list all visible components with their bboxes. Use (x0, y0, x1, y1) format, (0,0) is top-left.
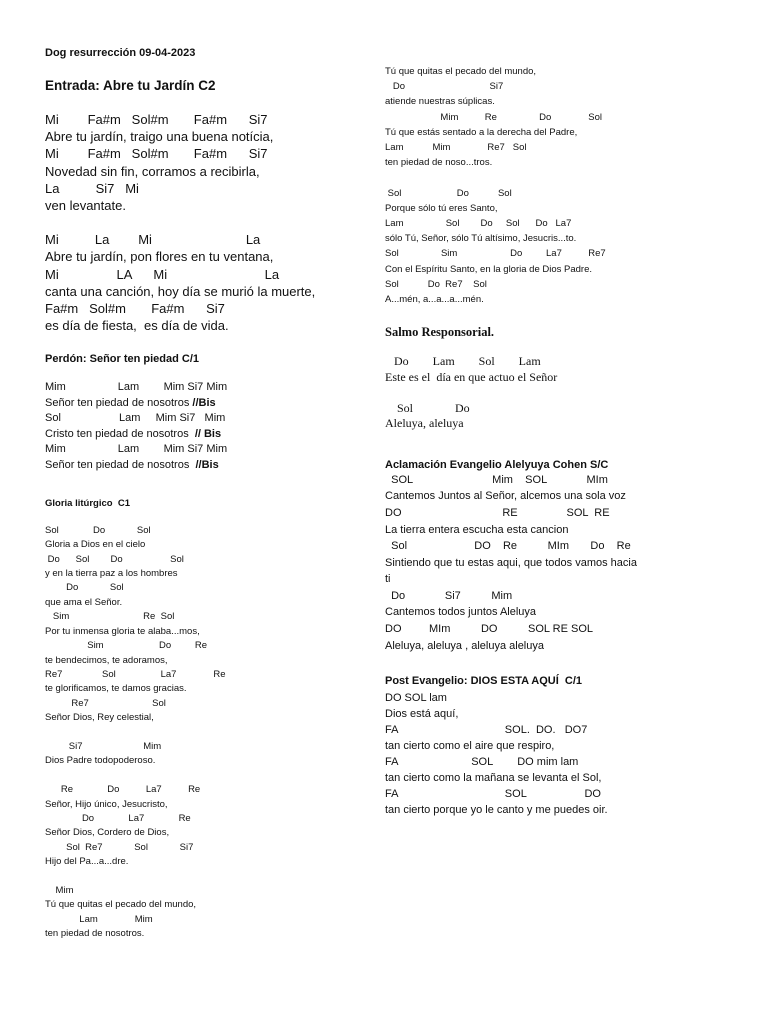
salmo-section (385, 354, 755, 432)
gloria-continued (385, 64, 755, 307)
text-line: Tú que estás sentado a la derecha del Padre, (385, 126, 578, 138)
text-line: ten piedad de noso...tros. (385, 157, 493, 169)
text-line: Sol DO Re MIm Do Re (385, 540, 631, 553)
lyric-line: canta una canción, hoy día se murió la muerte, (45, 283, 316, 299)
text-line: La tierra entera escucha esta cancion (385, 523, 569, 536)
text-line: y en la tierra paz a los hombres (45, 568, 178, 580)
text-line: Do La7 Re (45, 812, 191, 824)
text-line: ten piedad de nosotros. (45, 928, 145, 940)
text-line: Dios está aquí, (385, 708, 459, 721)
text-line: SOL Mim SOL MIm (385, 473, 608, 486)
lyric-words: Señor ten piedad de nosotros (45, 458, 196, 471)
left-column (45, 46, 375, 942)
lyric-line: Abre tu jardín, traigo una buena notícia, (45, 129, 274, 145)
text-line: Tú que quitas el pecado del mundo, (45, 899, 197, 911)
text-line: Señor, Hijo único, Jesucristo, (45, 798, 168, 810)
right-column (385, 64, 755, 818)
chord-line: Mi LA Mi La (45, 266, 280, 282)
document-title: Dog resurrección 09-04-2023 (45, 47, 196, 59)
text-line: tan cierto como la mañana se levanta el Sol, (385, 772, 602, 785)
lyric-line: Abre tu jardín, pon flores en tu ventana, (45, 249, 274, 265)
entrada-stanza-1 (45, 111, 375, 214)
text-line: Lam Mim (45, 913, 153, 925)
repeat-marker: //Bis (192, 396, 216, 409)
chord-line: Sol Lam Mim Si7 Mim (45, 412, 226, 425)
blank-line (45, 726, 375, 740)
text-line: Do Sol Do Sol (45, 553, 184, 565)
aclamacion-section (385, 472, 755, 655)
post-evangelio-section (385, 690, 755, 818)
text-line: Sintiendo que tu estas aqui, que todos vamos hacia (385, 556, 637, 569)
text-line: FA SOL. DO. DO7 (385, 724, 588, 737)
text-line: DO RE SOL RE (385, 506, 610, 519)
aclamacion-heading: Aclamación Evangelio Alelyuya Cohen S/C (385, 458, 609, 471)
repeat-marker: // Bis (194, 427, 222, 440)
text-line: Hijo del Pa...a...dre. (45, 856, 129, 868)
text-line: Este es el día en que actuo el Señor (385, 369, 558, 384)
text-line: FA SOL DO (385, 788, 601, 801)
salmo-heading: Salmo Responsorial. (385, 325, 495, 340)
text-line: Mim Re Do Sol (385, 111, 602, 123)
text-line: Dios Padre todopoderoso. (45, 755, 156, 767)
text-line: Aleluya, aleluya (385, 416, 464, 431)
text-line: A...mén, a...a...a...mén. (385, 294, 484, 306)
text-line: atiende nuestras súplicas. (385, 96, 495, 108)
text-line: Tú que quitas el pecado del mundo, (385, 66, 537, 77)
blank-line (45, 870, 375, 884)
lyric-words: Señor ten piedad de nosotros (45, 396, 193, 409)
entrada-heading: Entrada: Abre tu Jardín C2 (45, 78, 216, 93)
chord-line: Mi La Mi La (45, 232, 261, 248)
lyric-text (45, 459, 219, 471)
text-line: Mim (45, 884, 74, 896)
perdon-heading: Perdón: Señor ten piedad C/1 (45, 353, 200, 366)
text-line: tan cierto porque yo le canto y me puedes oir. (385, 804, 608, 817)
lyric-line (45, 427, 375, 443)
text-line: Cantemos Juntos al Señor, alcemos una sola voz (385, 490, 626, 503)
text-line: Señor Dios, Rey celestial, (45, 712, 154, 724)
chord-line: Mim Lam Mim Si7 Mim (45, 381, 228, 394)
text-line: Sol Do Sol (45, 524, 151, 536)
text-line: sólo Tú, Señor, sólo Tú altísimo, Jesucris...to. (385, 233, 577, 245)
text-line: Si7 Mim (45, 740, 162, 752)
lyric-text (45, 397, 216, 409)
text-line: tan cierto como el aire que respiro, (385, 740, 555, 753)
gloria-heading: Gloria litúrgico C1 (45, 498, 130, 510)
lyric-line (45, 458, 375, 474)
entrada-stanza-2 (45, 231, 375, 334)
text-line: Re7 Sol (45, 697, 166, 709)
text-line: te glorificamos, te damos gracias. (45, 683, 187, 695)
text-line: Cantemos todos juntos Aleluya (385, 606, 537, 619)
post-evangelio-heading: Post Evangelio: DIOS ESTA AQUÍ C/1 (385, 675, 583, 688)
text-line: Por tu inmensa gloria te alaba...mos, (45, 625, 200, 637)
text-line: Sol Re7 Sol Si7 (45, 841, 194, 853)
text-line: que ama el Señor. (45, 596, 123, 608)
text-line: DO SOL lam (385, 692, 447, 705)
text-line: Sol Sim Do La7 Re7 (385, 248, 606, 260)
text-line: DO MIm DO SOL RE SOL (385, 623, 594, 636)
perdon-section (45, 380, 375, 473)
text-line: Gloria a Dios en el cielo (45, 539, 146, 551)
repeat-marker: //Bis (195, 458, 219, 471)
text-line: Con el Espíritu Santo, en la gloria de Dios Padre. (385, 263, 593, 275)
text-line: Sim Do Re (45, 640, 208, 652)
chord-line: Mi Fa#m Sol#m Fa#m Si7 (45, 146, 268, 162)
blank-line (385, 385, 755, 401)
text-line: Do Sol (45, 582, 124, 594)
lyric-text (45, 428, 221, 440)
text-line: ti (385, 573, 391, 586)
text-line: FA SOL DO mim lam (385, 756, 579, 769)
text-line: Sol Do Re7 Sol (385, 278, 487, 290)
text-line: Re Do La7 Re (45, 784, 201, 796)
blank-line (385, 170, 755, 185)
gloria-section (45, 524, 375, 942)
text-line: Do Si7 Mim (385, 589, 513, 602)
text-line: Lam Sol Do Sol Do La7 (385, 218, 572, 230)
lyric-line: es día de fiesta, es día de vida. (45, 318, 229, 334)
text-line: Señor Dios, Cordero de Dios, (45, 827, 170, 839)
lyric-line (45, 396, 375, 412)
lyric-line: Novedad sin fin, corramos a recibirla, (45, 163, 260, 179)
lyric-words: Cristo ten piedad de nosotros (45, 427, 195, 440)
text-line: Re7 Sol La7 Re (45, 668, 226, 680)
chord-line: Mim Lam Mim Si7 Mim (45, 443, 228, 456)
chord-line: La Si7 Mi (45, 180, 139, 196)
chord-line: Fa#m Sol#m Fa#m Si7 (45, 301, 225, 317)
text-line: Do Lam Sol Lam (385, 354, 541, 369)
text-line: Porque sólo tú eres Santo, (385, 202, 498, 214)
chord-line: Mi Fa#m Sol#m Fa#m Si7 (45, 112, 268, 127)
text-line: te bendecimos, te adoramos, (45, 654, 168, 666)
text-line: Sol Do (385, 400, 470, 415)
text-line: Aleluya, aleluya , aleluya aleluya (385, 639, 544, 652)
text-line: Sim Re Sol (45, 611, 175, 623)
text-line: Lam Mim Re7 Sol (385, 142, 527, 154)
blank-line (45, 769, 375, 783)
lyric-line: ven levantate. (45, 198, 126, 214)
text-line: Do Si7 (385, 81, 504, 93)
text-line: Sol Do Sol (385, 187, 512, 199)
